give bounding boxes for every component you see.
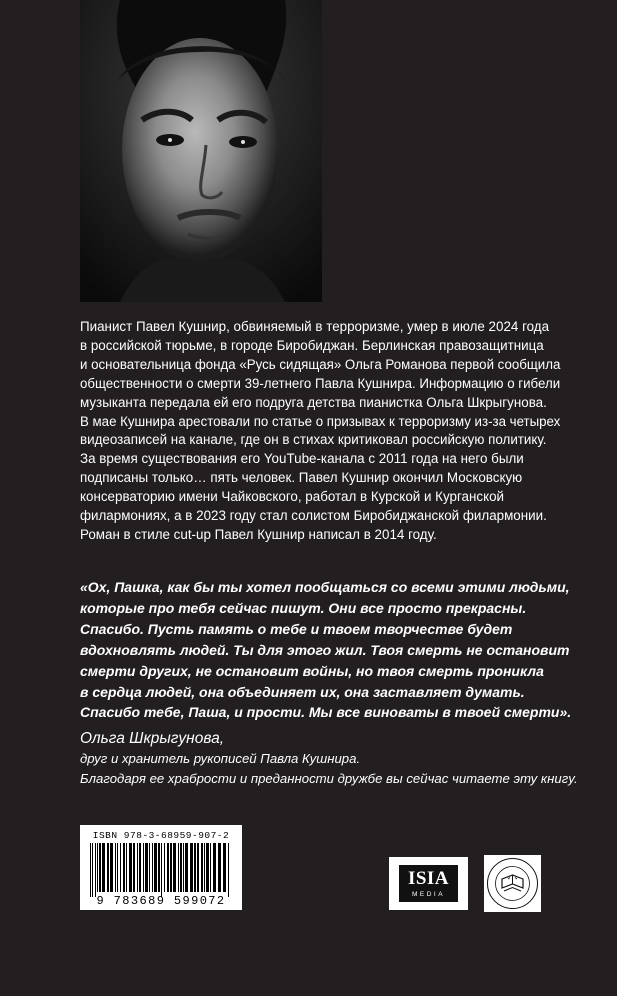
quote-line: смерти других, не остановит войны, но твоя смерть проникла (80, 662, 544, 679)
quote-line: Спасибо. Пусть память о тебе и твоем творчестве будет (80, 620, 513, 637)
quote-line: Спасибо тебе, Паша, и прости. Мы все виноваты в твоей смерти». (80, 704, 572, 721)
barcode-bar (126, 843, 127, 892)
barcode-bar (218, 843, 221, 892)
quote-line: вдохновлять людей. Ты для этого жил. Твоя смерть не остановит (80, 641, 570, 658)
isia-logo-mark (399, 865, 458, 902)
barcode-bar (167, 843, 169, 892)
barcode-bar (145, 843, 148, 892)
barcode-bar (117, 843, 118, 892)
attribution-role: друг и хранитель рукописей Павла Кушнира. (80, 751, 361, 766)
vesto-book-seal-icon (484, 855, 541, 912)
barcode-bar (206, 843, 209, 892)
attribution-name: Ольга Шкрыгунова, (80, 730, 225, 747)
description-line: видеозаписей на канале, где он в стихах критиковал российскую политику. (80, 432, 547, 448)
barcode-bar (102, 843, 105, 892)
barcode-bar (120, 843, 121, 892)
barcode-bar (143, 843, 144, 892)
quote-block (80, 577, 600, 723)
barcode-bar (154, 843, 157, 892)
isbn-number: ISBN 978-3-68959-907-2 (92, 830, 230, 841)
quote-line: которые про тебя сейчас пишут. Они все просто прекрасны. (80, 599, 527, 616)
quote-attribution (80, 729, 600, 788)
isia-media-logo (389, 857, 468, 910)
barcode-bar (201, 843, 203, 892)
barcode-bar (97, 843, 98, 892)
barcode-bar (178, 843, 179, 892)
description-line: подписаны только… пять человек. Павел Кушнир окончил Московскую (80, 470, 523, 486)
barcode-bar (137, 843, 138, 892)
barcode-bar (123, 843, 125, 892)
portrait-illustration (80, 0, 322, 302)
description-line: Роман в стиле cut-up Павел Кушнир написал в 2014 году. (80, 526, 437, 542)
barcode-bar (223, 843, 226, 892)
ean-number: 9 783689 599072 (96, 894, 226, 908)
barcode-bar (139, 843, 141, 892)
description-line: в российской тюрьме, в городе Биробиджан. Берлинская правозащитница (80, 337, 544, 353)
barcode-bar (90, 843, 91, 897)
description-line: За время существования его YouTube-канала с 2011 года на него были (80, 451, 524, 467)
description-line: Пианист Павел Кушнир, обвиняемый в терроризме, умер в июле 2024 года (80, 319, 550, 334)
vesto-book-logo (484, 855, 541, 912)
barcode-bar (158, 843, 160, 892)
barcode-bars (88, 843, 234, 897)
barcode-bar (149, 843, 150, 892)
barcode-bar (95, 843, 96, 897)
barcode-bar (115, 843, 116, 892)
isia-logo-name: ISIA (407, 868, 450, 889)
description-line: консерваторию имени Чайковского, работал в Курской и Курганской (80, 489, 505, 505)
description-line: музыканта передала ей его подруга детства пианистка Ольга Шкрыгунова. (80, 394, 547, 410)
barcode-bar (183, 843, 184, 892)
barcode-bar (110, 843, 113, 892)
description-line: общественности о смерти 39-летнего Павла Кушнира. Информацию о гибели (80, 375, 561, 391)
barcode-bar (107, 843, 109, 892)
author-portrait (80, 0, 322, 302)
barcode-bar (185, 843, 188, 892)
barcode-bar (99, 843, 101, 892)
quote-line: «Ох, Пашка, как бы ты хотел пообщаться со всеми этими людьми, (80, 579, 570, 595)
barcode-bar (180, 843, 182, 892)
barcode-bar (152, 843, 153, 892)
barcode-bar (173, 843, 176, 892)
isbn-barcode (80, 825, 242, 910)
barcode-bar (197, 843, 199, 892)
barcode-bar (210, 843, 211, 892)
barcode-bar (190, 843, 193, 892)
attribution-note: Благодаря ее храбрости и преданности дружбе вы сейчас читаете эту книгу. (80, 770, 578, 786)
isia-logo-sub: MEDIA (411, 891, 446, 898)
barcode-bar (161, 843, 162, 897)
barcode-bar (170, 843, 172, 892)
barcode-bar (204, 843, 205, 892)
description-line: филармониях, а в 2023 году стал солистом Биробиджанской филармонии. (80, 508, 547, 524)
description-line: В мае Кушнира арестовали по статье о призывах к терроризму из-за четырех (80, 413, 561, 429)
description-line: и основательница фонда «Русь сидящая» Ольга Романова первой сообщила (80, 356, 561, 372)
barcode-bar (92, 843, 93, 897)
barcode-bar (213, 843, 216, 892)
book-description (80, 318, 560, 545)
barcode-bar (194, 843, 196, 892)
barcode-bar (133, 843, 135, 892)
barcode-bar (164, 843, 165, 892)
barcode-bar (129, 843, 132, 892)
quote-line: в сердца людей, она объединяет их, она заставляет думать. (80, 683, 525, 700)
barcode-bar (228, 843, 229, 897)
